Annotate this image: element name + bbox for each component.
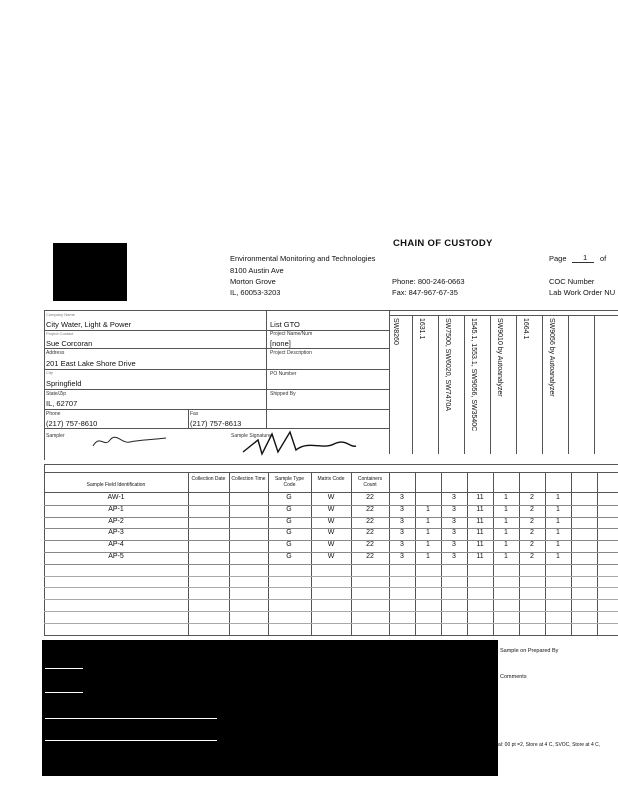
cell-count: 22 (366, 529, 374, 537)
cell-d: 11 (476, 553, 484, 560)
analysis-1631: 1631.1 (418, 318, 425, 340)
cell-d: 11 (476, 494, 484, 501)
empty-row-divider (44, 587, 618, 588)
client-fax: (217) 757-8613 (190, 419, 242, 428)
cell-type: G (286, 529, 292, 537)
client-contact: Sue Corcoran (46, 339, 93, 348)
sample-id-cell: AP-1 (108, 505, 124, 513)
cell-type: G (286, 517, 292, 525)
cell-a: 3 (400, 517, 404, 525)
form-top-border (44, 310, 618, 311)
cell-matrix: W (327, 494, 335, 501)
empty-row-divider (44, 576, 618, 577)
company-label: Company Name (46, 312, 75, 317)
col-header-date: Collection Date (191, 476, 226, 482)
cell-f: 2 (530, 505, 534, 513)
row-line (44, 369, 389, 370)
analysis-sw9010: SW9010 by Autoanalyzer (496, 318, 503, 397)
cell-f: 2 (530, 517, 534, 525)
page-number: 1 (583, 253, 588, 262)
preservation-note: al: 00 pt =2, Store at 4 C, SVOC, Store at 4 C, (498, 742, 601, 748)
lab-address-line-1: 8100 Austin Ave (230, 266, 284, 275)
cell-g: 1 (556, 541, 560, 549)
cell-b: 1 (426, 505, 430, 513)
project-name-value: [none] (270, 339, 291, 348)
sampler-label: Sampler (46, 433, 65, 439)
project-description-label: Project Description (270, 350, 312, 356)
analysis-col (568, 315, 569, 454)
analysis-1545: 1545.1, 1553.1, SW9056, SW3540C (470, 318, 477, 432)
analysis-col (412, 315, 413, 454)
cell-type: G (286, 494, 292, 501)
table-header-line (44, 472, 618, 473)
row-line (44, 409, 389, 410)
address-label: Address (46, 350, 65, 356)
sample-prepared-label: Sample on Prepared By (500, 648, 559, 654)
cell-f: 2 (530, 529, 534, 537)
cell-count: 22 (366, 517, 374, 525)
sample-id-cell: AP-4 (108, 541, 124, 549)
cell-b: 1 (426, 529, 430, 537)
empty-row-divider (44, 623, 618, 624)
sample-id-cell: AP-3 (108, 529, 124, 537)
page-of: of (600, 254, 607, 263)
cell-type: G (286, 541, 292, 549)
cell-d: 11 (476, 505, 484, 513)
empty-row-divider (44, 611, 618, 612)
sample-signature-label: Sample Signature (231, 433, 271, 439)
phone-label: Phone (46, 411, 61, 417)
redacted-line (45, 692, 83, 693)
cell-type: G (286, 505, 292, 513)
col-header-sample-id: Sample Field Identification (86, 482, 146, 488)
cell-g: 1 (556, 494, 560, 501)
cell-f: 2 (530, 553, 534, 560)
analysis-sw9056: SW9056 by Autoanalyzer (548, 318, 555, 397)
form-left-border (44, 310, 45, 460)
cell-count: 22 (366, 541, 374, 549)
cell-matrix: W (327, 517, 335, 525)
cell-matrix: W (327, 529, 335, 537)
cell-type: G (286, 553, 292, 560)
cell-c: 3 (452, 505, 456, 513)
client-phone: (217) 757-8610 (46, 419, 98, 428)
cell-e: 1 (504, 517, 508, 525)
project-name-label: Project Name/Num (270, 331, 313, 337)
analysis-col (438, 315, 439, 454)
shipped-by-label: Shipped By (270, 391, 296, 397)
redacted-line (45, 718, 217, 719)
cell-matrix: W (327, 541, 335, 549)
contact-label: Project Contact (46, 331, 74, 336)
client-company: City Water, Light & Power (46, 320, 132, 329)
list-gto: List GTO (270, 320, 300, 329)
cell-d: 11 (476, 517, 484, 525)
analysis-metals: SW7500, SW6020, SW7470A (444, 318, 451, 411)
col-header-type: Sample Type Code (274, 476, 305, 488)
signature-block-redacted (42, 640, 498, 776)
table-header-bottom (44, 492, 618, 493)
coc-number-label: COC Number (549, 277, 595, 286)
table-top-line (44, 464, 618, 465)
analysis-col (594, 315, 595, 454)
cell-a: 3 (400, 553, 404, 560)
cell-a: 3 (400, 494, 404, 501)
row-line (44, 330, 389, 331)
cell-b: 1 (426, 553, 430, 560)
lab-address-line-3: IL, 60053-3203 (230, 288, 281, 297)
cell-e: 1 (504, 505, 508, 513)
cell-a: 3 (400, 505, 404, 513)
lab-work-order-label: Lab Work Order NU (549, 288, 616, 297)
cell-matrix: W (327, 505, 335, 513)
cell-matrix: W (327, 553, 335, 560)
cell-e: 1 (504, 529, 508, 537)
cell-count: 22 (366, 553, 374, 560)
cell-c: 3 (452, 494, 456, 501)
sample-id-cell: AP-2 (108, 517, 124, 525)
client-state-zip: IL, 62707 (46, 399, 78, 408)
company-logo-redacted (53, 243, 127, 301)
state-zip-label: State/Zip (46, 391, 67, 397)
cell-f: 2 (530, 541, 534, 549)
row-line (44, 389, 389, 390)
cell-c: 3 (452, 553, 456, 560)
redacted-line (45, 740, 217, 741)
sampler-signature (90, 430, 170, 452)
cell-g: 1 (556, 517, 560, 525)
page-label: Page (549, 254, 567, 263)
sample-id-cell: AP-5 (108, 553, 124, 560)
cell-count: 22 (366, 494, 374, 501)
cell-a: 3 (400, 529, 404, 537)
city-label: City (46, 370, 53, 375)
project-analysis-divider (389, 310, 390, 454)
cell-a: 3 (400, 541, 404, 549)
cell-g: 1 (556, 505, 560, 513)
cell-count: 22 (366, 505, 374, 513)
analysis-top-line (389, 315, 618, 316)
analysis-col (464, 315, 465, 454)
cell-c: 3 (452, 517, 456, 525)
client-city: Springfield (46, 379, 82, 388)
cell-g: 1 (556, 553, 560, 560)
fax-label: Fax (190, 411, 199, 417)
analysis-col (490, 315, 491, 454)
cell-b: 1 (426, 517, 430, 525)
lab-address-line-2: Morton Grove (230, 277, 276, 286)
comments-label: Comments (500, 674, 527, 680)
cell-d: 11 (476, 541, 484, 549)
analysis-sw8260: SW8260 (392, 318, 399, 345)
analysis-col (516, 315, 517, 454)
sample-id-cell: AW-1 (107, 494, 125, 501)
cell-e: 1 (504, 541, 508, 549)
sample-signature-scribble (238, 426, 358, 460)
col-header-containers: Containers Count (357, 476, 383, 488)
cell-c: 3 (452, 541, 456, 549)
lab-name: Environmental Monitoring and Technologies (230, 254, 376, 263)
document-title: CHAIN OF CUSTODY (393, 238, 493, 249)
po-number-label: PO Number (270, 371, 297, 377)
cell-g: 1 (556, 529, 560, 537)
page-number-underline (572, 262, 594, 263)
cell-d: 11 (476, 529, 484, 537)
cell-b: 1 (426, 541, 430, 549)
analysis-1664: 1664.1 (522, 318, 529, 340)
table-bottom-line (44, 635, 618, 636)
empty-row-divider (44, 599, 618, 600)
phone-fax-divider (188, 409, 189, 428)
row-divider (44, 564, 618, 565)
analysis-col (542, 315, 543, 454)
client-address: 201 East Lake Shore Drive (46, 359, 136, 368)
lab-phone: Phone: 800-246-0663 (392, 277, 465, 286)
col-header-time: Collection Time (231, 476, 266, 482)
row-line (44, 348, 389, 349)
redacted-line (45, 668, 83, 669)
col-header-matrix: Matrix Code (317, 476, 345, 482)
cell-e: 1 (504, 553, 508, 560)
cell-e: 1 (504, 494, 508, 501)
cell-c: 3 (452, 529, 456, 537)
cell-f: 2 (530, 494, 534, 501)
lab-fax: Fax: 847-967-67-35 (392, 288, 458, 297)
